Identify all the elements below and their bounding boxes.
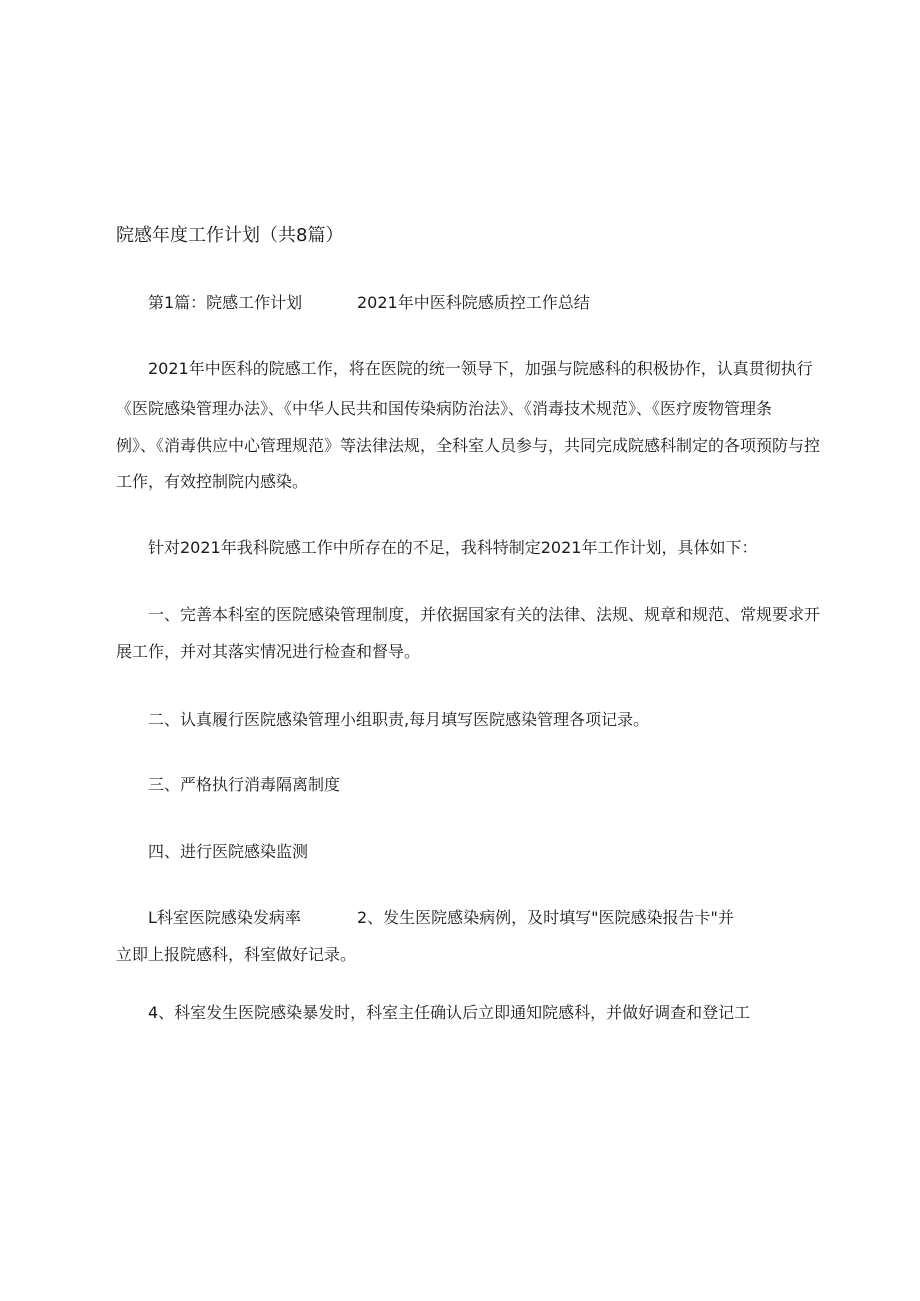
subitem-four: 4、科室发生医院感染暴发时，科室主任确认后立即通知院感科，并做好调查和登记工 xyxy=(148,1003,751,1022)
subitem-one: L科室医院感染发病率 xyxy=(148,908,301,927)
section-heading: 第1篇：院感工作计划 xyxy=(148,293,303,312)
subitem-two-continued: 立即上报院感科，科室做好记录。 xyxy=(116,945,357,964)
section-subheading: 2021年中医科院感质控工作总结 xyxy=(357,293,590,312)
subitem-two: 2、发生医院感染病例，及时填写"医院感染报告卡"并 xyxy=(357,908,734,927)
intro-paragraph-line: 2021年中医科的院感工作，将在医院的统一领导下，加强与院感科的积极协作，认真贯彻执行 xyxy=(148,359,813,378)
intro-paragraph-line: 《医院感染管理办法》、《中华人民共和国传染病防治法》、《消毒技术规范》、《医疗废物管理条 xyxy=(116,399,773,418)
plan-intro-paragraph: 针对2021年我科院感工作中所存在的不足，我科特制定2021年工作计划，具体如下： xyxy=(148,538,758,557)
item-one-line: 一、完善本科室的医院感染管理制度，并依据国家有关的法律、法规、规章和规范、常规要求开 xyxy=(148,605,821,624)
intro-paragraph-line: 工作，有效控制院内感染。 xyxy=(116,472,309,491)
item-two: 二、认真履行医院感染管理小组职责,每月填写医院感染管理各项记录。 xyxy=(148,710,650,729)
item-three: 三、严格执行消毒隔离制度 xyxy=(148,775,341,794)
document-title: 院感年度工作计划（共8篇） xyxy=(116,225,344,246)
item-one-line: 展工作，并对其落实情况进行检查和督导。 xyxy=(116,642,421,661)
item-four: 四、进行医院感染监测 xyxy=(148,842,309,861)
intro-paragraph-line: 例》、《消毒供应中心管理规范》等法律法规，全科室人员参与，共同完成院感科制定的各项预防与控 xyxy=(116,436,821,455)
